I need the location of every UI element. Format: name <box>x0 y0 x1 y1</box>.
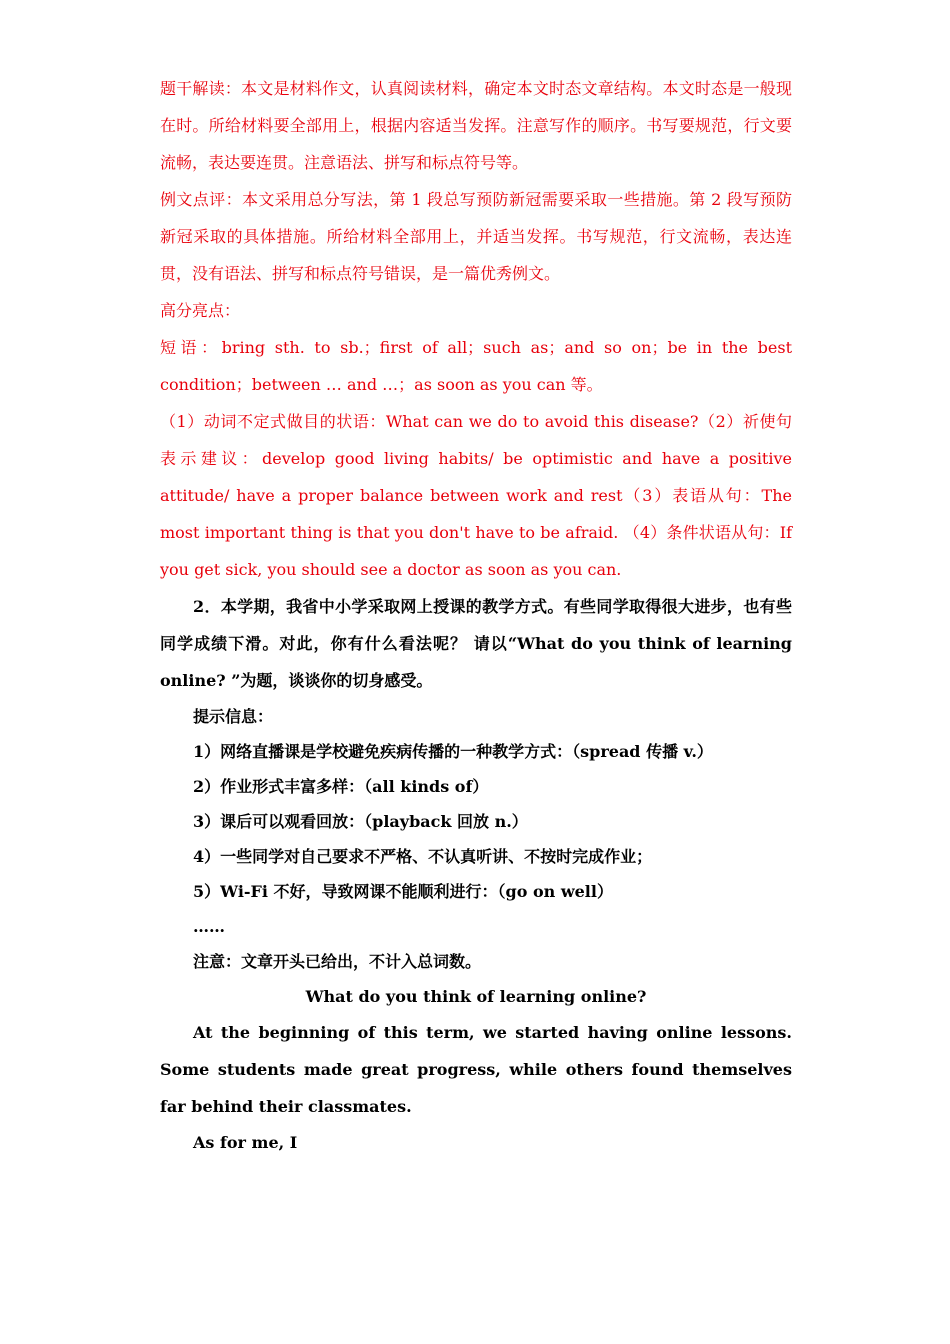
document-page <box>160 70 792 1160</box>
essay-title: What do you think of learning online? <box>305 987 647 1006</box>
hints-ellipsis: …… <box>193 917 225 936</box>
hint-item: 2）作业形式丰富多样：（all kinds of） <box>193 777 489 796</box>
hints-heading: 提示信息： <box>193 707 274 726</box>
question-prompt: 2．本学期，我省中小学采取网上授课的教学方式。有些同学取得很大进步，也有些同学成绩下滑。对此，你有什么看法呢？ 请以“What do you think of learning online? ”为题，谈谈你的切身感受。 <box>160 597 792 690</box>
analysis-comment: 例文点评：本文采用总分写法，第 1 段总写预防新冠需要采取一些措施。第 2 段写预防新冠采取的具体措施。所给材料全部用上，并适当发挥。书写规范，行文流畅，表达连贯，没有语法、拼写和标点符号错误，是一篇优秀例文。 <box>160 190 792 283</box>
hint-item: 5）Wi-Fi 不好，导致网课不能顺利进行：（go on well） <box>193 882 613 901</box>
analysis-interpretation: 题干解读：本文是材料作文，认真阅读材料，确定本文时态文章结构。本文时态是一般现在时。所给材料要全部用上，根据内容适当发挥。注意写作的顺序。书写要规范，行文要流畅，表达要连贯。注意语法、拼写和标点符号等。 <box>160 79 792 172</box>
highlights-heading: 高分亮点： <box>160 301 241 320</box>
highlights-sentences: （1）动词不定式做目的状语：What can we do to avoid this disease?（2）祈使句表示建议：develop good living habits/ be optimistic and have a positive attitude/ have a proper balance between work and rest（3）表语从句：The most important thing is that you don't have to be afraid. （4）条件状语从句：If you get sick, you should see a doctor as soon as you can. <box>160 412 792 579</box>
highlights-phrases: 短语：bring sth. to sb.；first of all；such as；and so on；be in the best condition；between … and …；as soon as you can 等。 <box>160 338 792 394</box>
hint-item: 1）网络直播课是学校避免疾病传播的一种教学方式：（spread 传播 v.） <box>193 742 713 761</box>
note: 注意：文章开头已给出，不计入总词数。 <box>193 952 482 971</box>
essay-continuation: As for me, I <box>193 1133 298 1152</box>
hint-item: 3）课后可以观看回放：（playback 回放 n.） <box>193 812 528 831</box>
hint-item: 4）一些同学对自己要求不严格、不认真听讲、不按时完成作业； <box>193 847 653 866</box>
essay-opening: At the beginning of this term, we started having online lessons. Some students made great progress, while others found themselves far behind their classmates. <box>160 1023 792 1116</box>
